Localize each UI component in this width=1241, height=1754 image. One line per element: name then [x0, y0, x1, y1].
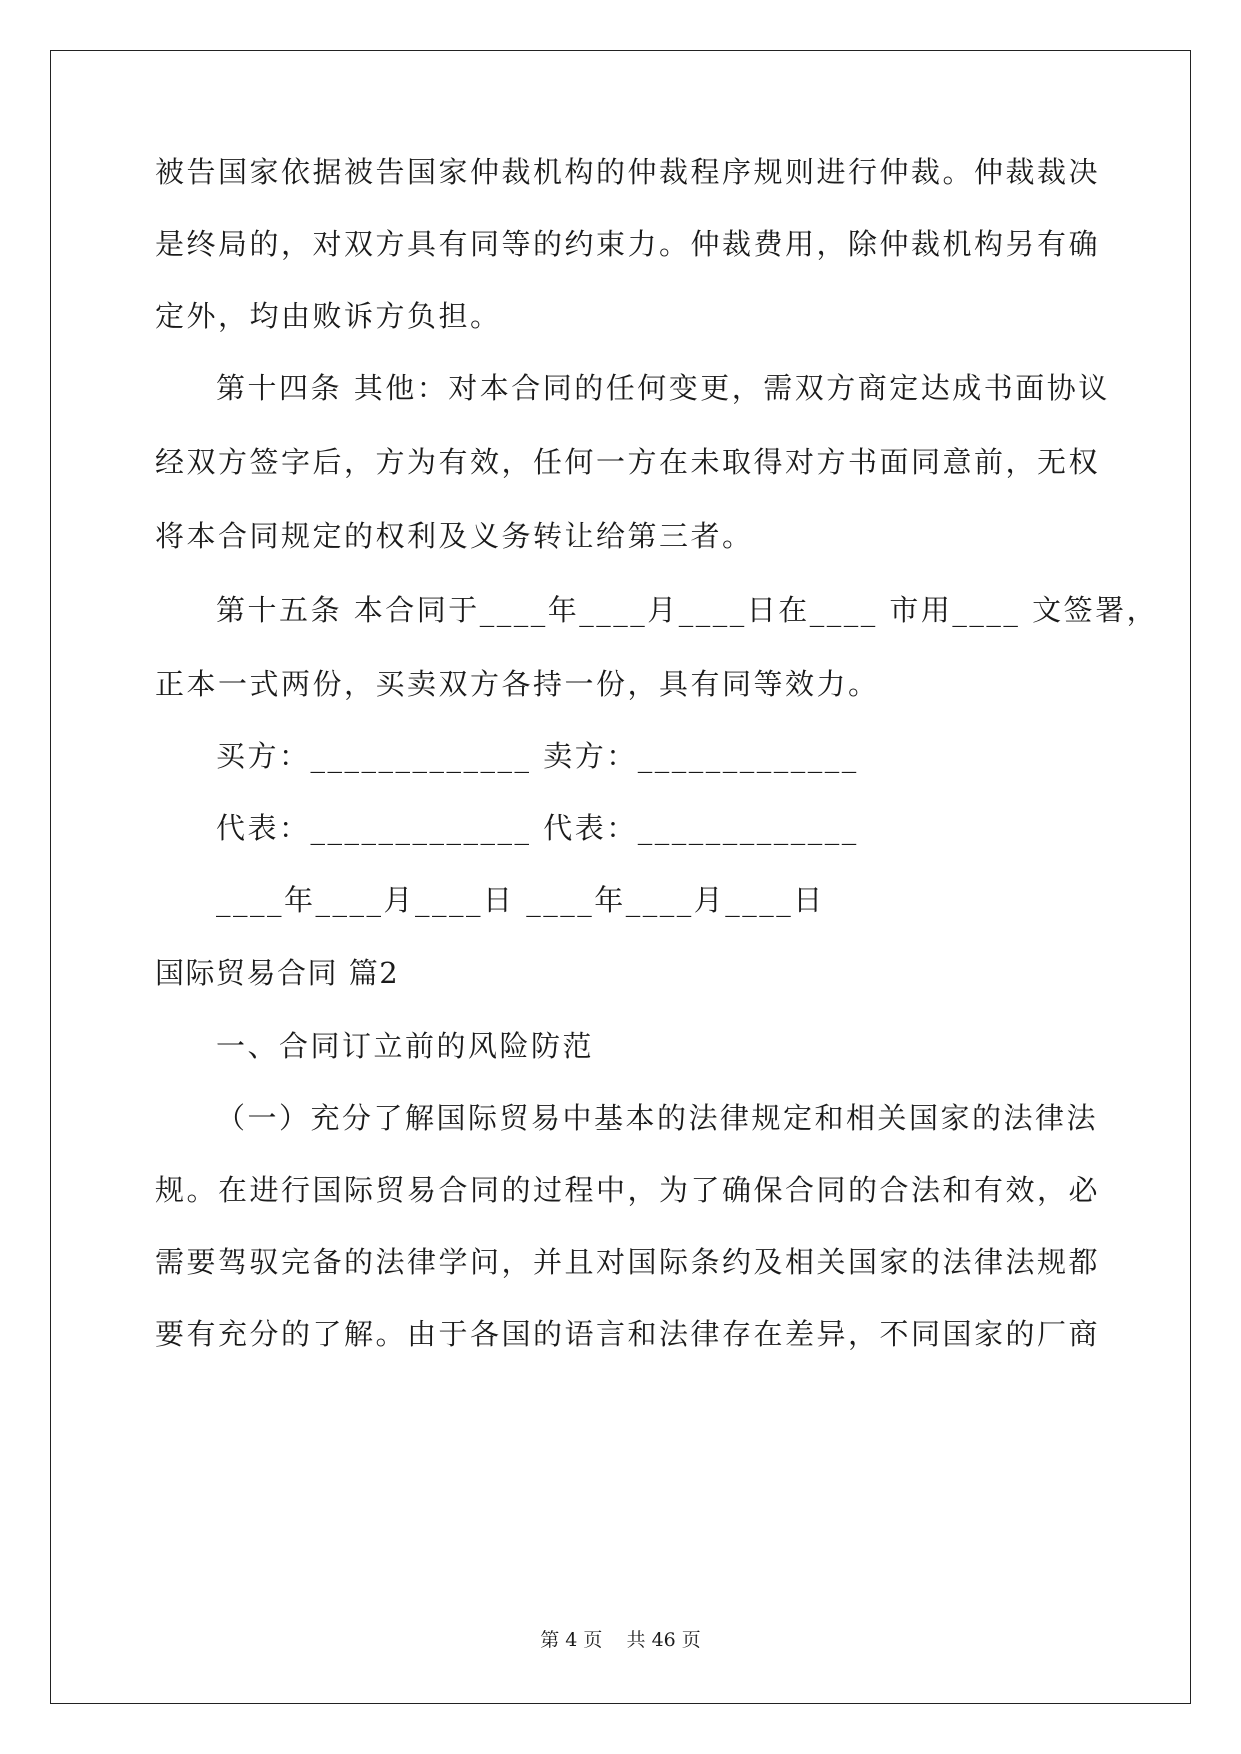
paragraph-line: 正本一式两份，买卖双方各持一份，具有同等效力。 — [155, 667, 880, 701]
article-15-line: 第十五条 本合同于____年____月____日在____ 市用____ 文签署， — [216, 593, 1159, 627]
paragraph-line: 定外，均由败诉方负担。 — [155, 299, 502, 333]
paragraph-line: 经双方签字后，方为有效，任何一方在未取得对方书面同意前，无权 — [155, 445, 1101, 479]
paragraph-line: 需要驾驭完备的法律学问，并且对国际条约及相关国家的法律法规都 — [155, 1245, 1101, 1279]
paragraph-line: 规。在进行国际贸易合同的过程中，为了确保合同的合法和有效，必 — [155, 1173, 1101, 1207]
representative-signature-line: 代表：_____________ 代表：_____________ — [216, 811, 859, 845]
paragraph-line: 是终局的，对双方具有同等的约束力。仲裁费用，除仲裁机构另有确 — [155, 227, 1101, 261]
paragraph-line: 被告国家依据被告国家仲裁机构的仲裁程序规则进行仲裁。仲裁裁决 — [155, 155, 1101, 189]
paragraph-line: 将本合同规定的权利及义务转让给第三者。 — [155, 519, 754, 553]
page-number: 第 4 页 共 46 页 — [540, 1629, 701, 1651]
signature-date-line: ____年____月____日 ____年____月____日 — [216, 883, 825, 917]
section-heading: 国际贸易合同 篇2 — [155, 956, 400, 990]
paragraph-line: 要有充分的了解。由于各国的语言和法律存在差异，不同国家的厂商 — [155, 1317, 1101, 1351]
paragraph-line: （一）充分了解国际贸易中基本的法律规定和相关国家的法律法 — [216, 1101, 1099, 1135]
subsection-heading: 一、合同订立前的风险防范 — [216, 1029, 595, 1063]
buyer-seller-signature-line: 买方：_____________ 卖方：_____________ — [216, 739, 859, 773]
article-14-line: 第十四条 其他：对本合同的任何变更，需双方商定达成书面协议 — [216, 371, 1110, 405]
